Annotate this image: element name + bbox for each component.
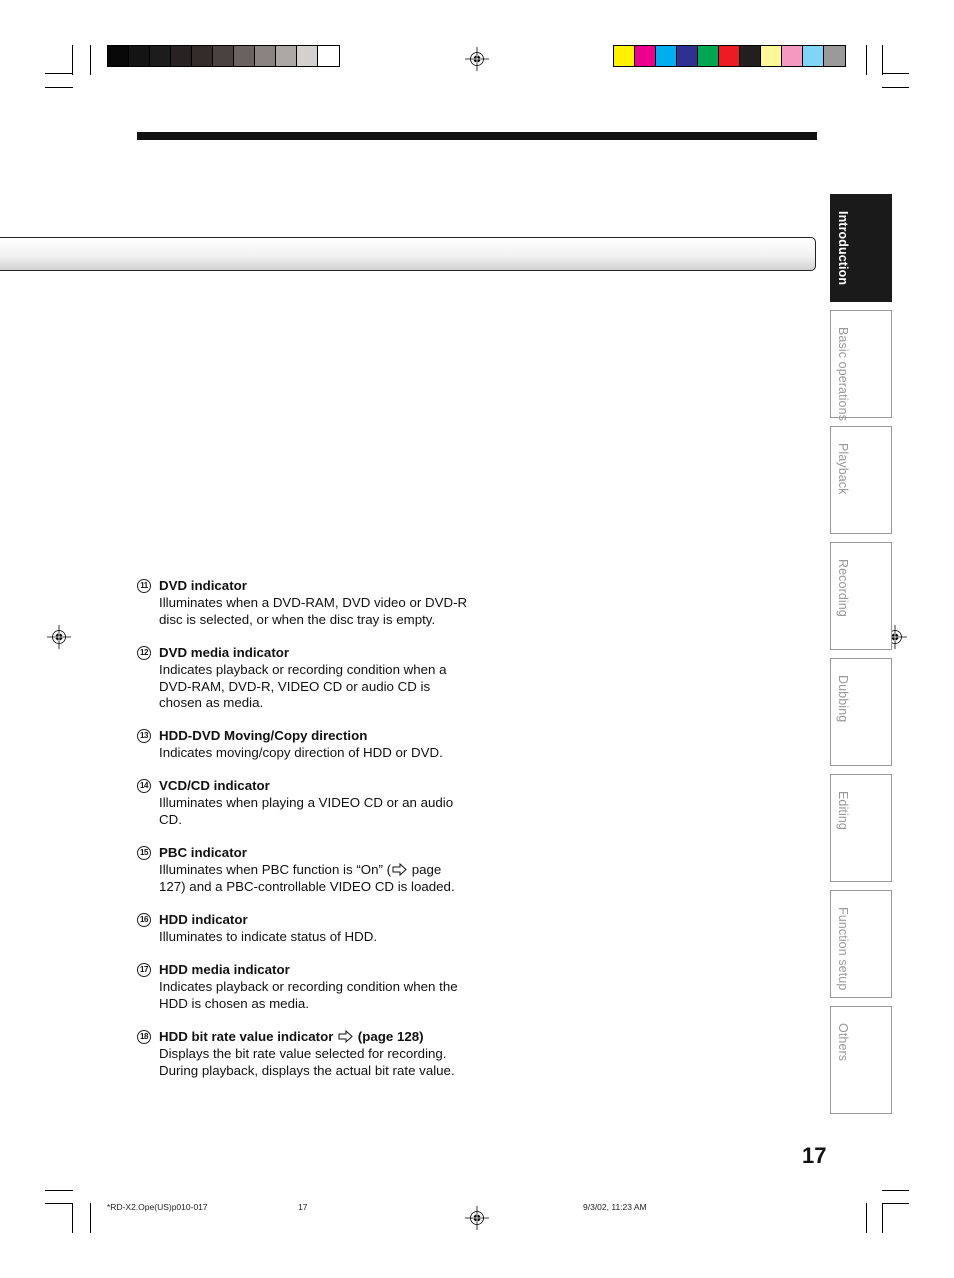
tab-function-setup[interactable] — [830, 890, 892, 998]
crop-mark — [866, 1203, 867, 1233]
page-number: 17 — [802, 1143, 827, 1168]
registration-mark-icon — [47, 625, 71, 649]
indicator-item-hdd-dvd-direction — [137, 728, 477, 762]
item-number-badge: 15 — [137, 846, 151, 860]
color-swatch — [192, 46, 213, 66]
registration-mark-icon — [465, 1206, 489, 1230]
item-number-badge: 12 — [137, 646, 151, 660]
crop-mark — [45, 73, 73, 74]
item-title: HDD-DVD Moving/Copy direction — [159, 728, 368, 743]
item-number-badge: 16 — [137, 913, 151, 927]
tab-playback[interactable] — [830, 426, 892, 534]
page-reference-arrow-icon — [392, 863, 407, 876]
color-swatch — [129, 46, 150, 66]
tab-dubbing[interactable] — [830, 658, 892, 766]
color-swatch — [656, 46, 677, 66]
item-title: DVD indicator — [159, 578, 247, 593]
color-swatch — [824, 46, 845, 66]
crop-mark — [45, 1203, 73, 1204]
tab-editing[interactable] — [830, 774, 892, 882]
item-description: Indicates playback or recording condition when a DVD-RAM, DVD-R, VIDEO CD or audio CD is chosen as media. — [159, 661, 447, 711]
grayscale-color-bar — [107, 45, 340, 67]
indicator-item-dvd-media — [137, 645, 477, 712]
indicator-item-dvd — [137, 578, 477, 628]
crop-mark — [72, 1203, 73, 1233]
footer-file-name: *RD-X2.Ope(US)p010-017 — [107, 1202, 208, 1212]
indicator-item-hdd-bit-rate — [137, 1029, 477, 1079]
crop-mark — [882, 1203, 909, 1204]
indicator-item-pbc — [137, 845, 477, 895]
page-reference-arrow-icon — [338, 1030, 353, 1043]
footer-timestamp: 9/3/02, 11:23 AM — [583, 1202, 647, 1212]
color-swatch — [255, 46, 276, 66]
color-swatch — [803, 46, 824, 66]
color-swatch — [740, 46, 761, 66]
crop-mark — [882, 73, 909, 74]
header-rule — [137, 132, 817, 140]
item-title: PBC indicator — [159, 845, 247, 860]
item-title: HDD media indicator — [159, 962, 290, 977]
color-swatch — [108, 46, 129, 66]
color-swatch — [698, 46, 719, 66]
crop-mark — [72, 45, 73, 75]
color-swatch — [234, 46, 255, 66]
color-swatch — [276, 46, 297, 66]
process-color-bar — [613, 45, 846, 67]
item-number-badge: 14 — [137, 779, 151, 793]
color-swatch — [150, 46, 171, 66]
indicator-item-vcd-cd — [137, 778, 477, 828]
item-title — [159, 1029, 477, 1046]
description-text: Illuminates when PBC function is “On” ( — [159, 861, 392, 877]
color-swatch — [171, 46, 192, 66]
section-heading-bar — [0, 237, 816, 271]
item-description: Illuminates when playing a VIDEO CD or an audio CD. — [159, 794, 454, 827]
crop-mark — [90, 1203, 91, 1233]
color-swatch — [761, 46, 782, 66]
indicator-item-hdd — [137, 912, 477, 946]
tab-label: Editing — [836, 791, 850, 830]
footer-page: 17 — [298, 1202, 308, 1212]
item-title: DVD media indicator — [159, 645, 290, 660]
registration-mark-icon — [465, 47, 489, 71]
item-description — [159, 862, 469, 896]
indicator-item-hdd-media — [137, 962, 477, 1012]
crop-mark — [882, 1190, 909, 1191]
tab-label: Function setup — [836, 907, 850, 991]
tab-basic-operations[interactable] — [830, 310, 892, 422]
tab-others[interactable] — [830, 1006, 892, 1114]
item-number-badge: 11 — [137, 579, 151, 593]
crop-mark — [882, 87, 909, 88]
item-title: VCD/CD indicator — [159, 778, 270, 793]
color-swatch — [318, 46, 339, 66]
description-text: page 127) and a PBC-controllable VIDEO CD is loaded. — [159, 861, 455, 894]
color-swatch — [635, 46, 656, 66]
color-swatch — [677, 46, 698, 66]
tab-label: Basic operations — [836, 327, 850, 422]
item-title-text: HDD bit rate value indicator — [159, 1029, 334, 1044]
tab-label: Others — [836, 1023, 850, 1062]
tab-introduction[interactable] — [830, 194, 892, 302]
crop-mark — [90, 45, 91, 75]
crop-mark — [882, 45, 883, 75]
crop-mark — [45, 87, 73, 88]
crop-mark — [866, 45, 867, 75]
item-number-badge: 13 — [137, 729, 151, 743]
tab-label: Playback — [836, 443, 850, 495]
item-description: Indicates moving/copy direction of HDD or DVD. — [159, 744, 443, 760]
item-description: Displays the bit rate value selected for recording. During playback, displays the actual bit rate value. — [159, 1045, 455, 1078]
item-number-badge: 17 — [137, 963, 151, 977]
color-swatch — [719, 46, 740, 66]
color-swatch — [782, 46, 803, 66]
tab-label: Introduction — [836, 211, 850, 286]
color-swatch — [614, 46, 635, 66]
crop-mark — [882, 1203, 883, 1233]
item-description: Illuminates to indicate status of HDD. — [159, 928, 378, 944]
color-swatch — [297, 46, 318, 66]
color-swatch — [213, 46, 234, 66]
item-description: Illuminates when a DVD-RAM, DVD video or DVD-R disc is selected, or when the disc tray is empty. — [159, 594, 468, 627]
crop-mark — [45, 1190, 73, 1191]
tab-label: Recording — [836, 559, 850, 617]
tab-label: Dubbing — [836, 675, 850, 723]
item-title: HDD indicator — [159, 912, 248, 927]
item-number-badge: 18 — [137, 1030, 151, 1044]
tab-recording[interactable] — [830, 542, 892, 650]
page-reference: (page 128) — [357, 1029, 424, 1044]
item-description: Indicates playback or recording condition when the HDD is chosen as media. — [159, 978, 458, 1011]
